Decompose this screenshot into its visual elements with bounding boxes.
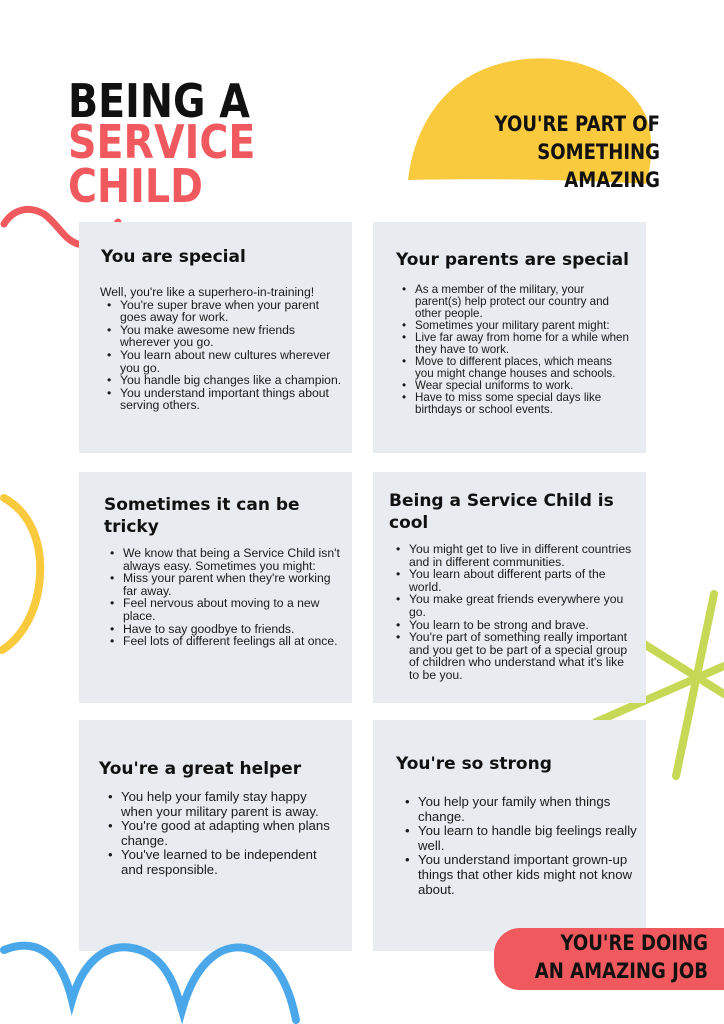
blue-wave-shape — [0, 930, 310, 1024]
card-parents-are-special — [373, 222, 646, 453]
card-so-strong — [373, 720, 646, 951]
list-item: • You make great friends everywhere you go. — [389, 593, 633, 618]
list-item: • You learn about different parts of the world. — [389, 568, 633, 593]
card-list — [395, 284, 631, 416]
list-item: • Have to say goodbye to friends. — [103, 623, 343, 636]
list-item: • Feel nervous about moving to a new place. — [103, 597, 343, 622]
list-item: • You're part of something really important and you get to be part of a special group of children who understand what it's like to be you. — [389, 631, 633, 681]
card-sometimes-tricky — [79, 472, 352, 703]
card-heading: Sometimes it can be tricky — [104, 495, 300, 537]
list-item: • Wear special uniforms to work. — [395, 380, 631, 392]
card-intro: Well, you're like a superhero-in-training! — [100, 285, 315, 299]
card-list — [389, 543, 633, 682]
tagline-bottom — [484, 929, 708, 985]
tagline-top-line-2: SOMETHING AMAZING — [537, 140, 660, 192]
list-item: • You've learned to be independent and responsible. — [101, 848, 341, 877]
list-item: • You understand important grown-up things that other kids might not know about. — [398, 853, 638, 897]
card-great-helper — [79, 720, 352, 951]
list-item: • Live far away from home for a while when they have to work. — [395, 332, 631, 356]
card-you-are-special — [79, 222, 352, 453]
list-item: • As a member of the military, your parent(s) help protect our country and other people. — [395, 284, 631, 320]
list-item: • You're super brave when your parent goes away for work. — [100, 299, 344, 324]
title-line-2: SERVICE — [68, 115, 256, 169]
card-list — [101, 790, 341, 878]
list-item: • Move to different places, which means you might change houses and schools. — [395, 356, 631, 380]
tagline-top-line-1: YOU'RE PART OF — [494, 112, 660, 136]
list-item: • Miss your parent when they're working far away. — [103, 572, 343, 597]
list-item: • You help your family when things change. — [398, 795, 638, 824]
card-list — [103, 547, 343, 648]
list-item: • You handle big changes like a champion. — [100, 374, 344, 387]
list-item: • You learn about new cultures wherever you go. — [100, 349, 344, 374]
list-item: • You make awesome new friends wherever you go. — [100, 324, 344, 349]
list-item: • You're good at adapting when plans change. — [101, 819, 341, 848]
list-item: • We know that being a Service Child isn't always easy. Sometimes you might: — [103, 547, 343, 572]
list-item: • Feel lots of different feelings all at once. — [103, 635, 343, 648]
list-item: • You help your family stay happy when your military parent is away. — [101, 790, 341, 819]
list-item: • Have to miss some special days like birthdays or school events. — [395, 392, 631, 416]
list-item: • You understand important things about serving others. — [100, 387, 344, 412]
title-line-1: BEING A — [68, 74, 250, 128]
card-heading: You're a great helper — [99, 759, 302, 779]
list-item: • You learn to be strong and brave. — [389, 619, 633, 632]
card-list — [100, 299, 344, 412]
card-service-child-cool — [373, 472, 646, 703]
card-heading: You're so strong — [396, 754, 552, 774]
list-item: • Sometimes your military parent might: — [395, 320, 631, 332]
tagline-top — [436, 110, 660, 194]
tagline-bottom-line-1: YOU'RE DOING — [560, 931, 708, 955]
card-heading: Your parents are special — [396, 250, 629, 270]
list-item: • You might get to live in different countries and in different communities. — [389, 543, 633, 568]
tagline-bottom-line-2: AN AMAZING JOB — [534, 959, 708, 983]
card-list — [398, 795, 638, 897]
card-heading: Being a Service Child is cool — [389, 491, 614, 533]
card-heading: You are special — [101, 247, 246, 267]
title-line-3: CHILD — [68, 159, 203, 213]
yellow-arc-shape — [0, 492, 50, 656]
list-item: • You learn to handle big feelings really well. — [398, 824, 638, 853]
